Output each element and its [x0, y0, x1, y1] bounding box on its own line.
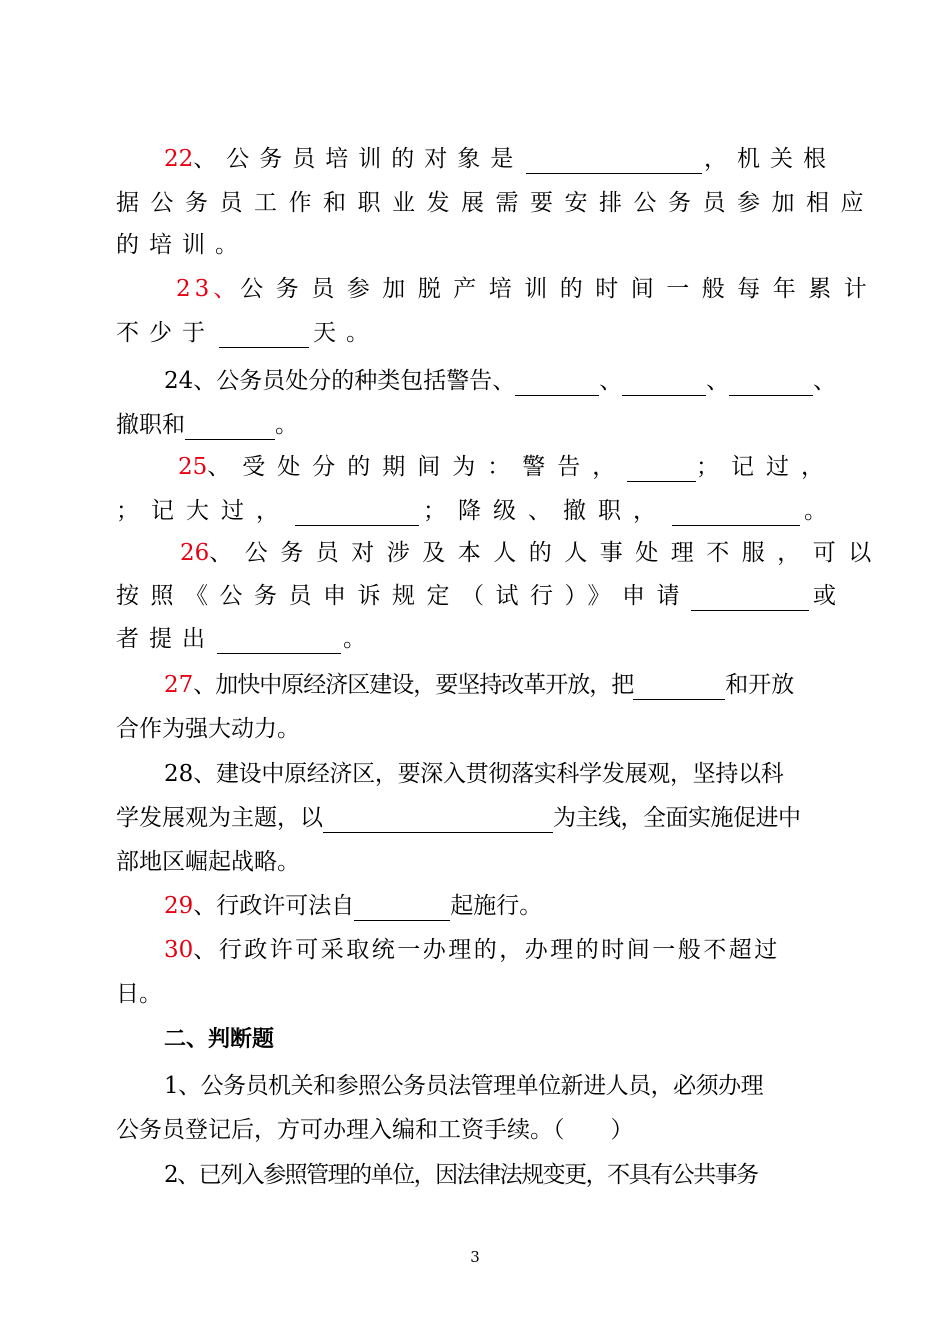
q25-line2 — [116, 489, 836, 533]
q24-sep2: 、 — [706, 368, 730, 394]
q25-number: 25 — [178, 454, 208, 480]
q22-blank[interactable] — [526, 145, 702, 174]
q24-sep3: 、 — [813, 368, 836, 394]
q24-text1: 、公务员处分的种类包括警告、 — [193, 368, 516, 394]
q25-blank3[interactable] — [672, 497, 800, 526]
q23-text2: 不少于 — [116, 320, 215, 346]
q28-line1 — [164, 752, 836, 796]
q26-text3: 或 — [813, 583, 836, 609]
j2-text1: 2、已列入参照管理的单位，因法律法规变更，不具有公共事务 — [164, 1162, 758, 1188]
q25-text5: 。 — [804, 498, 827, 524]
q26-line2 — [116, 574, 836, 618]
q25-text2: ；记过， — [696, 454, 836, 480]
q30-line2 — [116, 972, 836, 1016]
q30-text2: 日。 — [116, 981, 162, 1007]
q26-blank2[interactable] — [217, 625, 341, 654]
q27-text2: 和开放 — [725, 672, 795, 698]
q26-text4: 者提出 — [116, 626, 215, 652]
q25-text4: ；降级、撤职， — [423, 498, 668, 524]
q22-text2: ，机关根 — [704, 146, 836, 172]
q24-blank4[interactable] — [185, 411, 275, 440]
q24-line2 — [116, 403, 836, 447]
q28-text2: 学发展观为主题，以 — [116, 805, 323, 831]
q25-text3: ；记大过， — [116, 498, 291, 524]
q24-text2: 撤职和 — [116, 412, 185, 438]
q22-line3 — [116, 223, 836, 267]
q27-text3: 合作为强大动力。 — [116, 716, 300, 742]
q22-text4: 的培训。 — [116, 232, 248, 258]
j1-text2: 公务员登记后，方可办理入编和工资手续。（ ） — [116, 1117, 634, 1143]
q23-line2 — [116, 311, 836, 355]
q25-blank1[interactable] — [627, 453, 696, 482]
q23-text3: 天。 — [313, 320, 379, 346]
q22-line1 — [164, 137, 836, 181]
q24-text3: 。 — [275, 412, 298, 438]
q26-number: 26 — [180, 540, 210, 566]
q27-blank[interactable] — [633, 671, 725, 700]
j2-line1 — [164, 1153, 836, 1197]
q28-text1: 、建设中原经济区，要深入贯彻落实科学发展观，坚持以科 — [193, 761, 784, 787]
page-number: 3 — [470, 1248, 480, 1266]
j1-line1 — [164, 1064, 836, 1108]
q23-number: 23、 — [176, 276, 241, 302]
q25-text1: 、受处分的期间为：警告， — [207, 454, 628, 480]
q25-blank2[interactable] — [295, 497, 419, 526]
q29-number: 29 — [164, 893, 194, 919]
q25-line1 — [178, 445, 836, 489]
q29-text2: 起施行。 — [450, 893, 543, 919]
q29-blank[interactable] — [354, 892, 450, 921]
q28-text3: 为主线，全面实施促进中 — [553, 805, 801, 831]
q22-text1: 、公务员培训的对象是 — [193, 146, 524, 172]
q29-line1 — [164, 884, 836, 928]
section2-heading: 二、判断题 — [164, 1027, 275, 1052]
j1-line2 — [116, 1108, 836, 1152]
q26-text1: 、公务员对涉及本人的人事处理不服，可以 — [209, 540, 884, 566]
q27-line2 — [116, 707, 836, 751]
q24-blank3[interactable] — [729, 367, 813, 396]
q24-line1 — [164, 359, 836, 403]
q22-number: 22 — [164, 146, 194, 172]
q26-blank1[interactable] — [691, 582, 809, 611]
q27-number: 27 — [164, 672, 194, 698]
q27-line1 — [164, 663, 836, 707]
q30-number: 30 — [164, 937, 194, 963]
q30-text1: 、行政许可采取统一办理的，办理的时间一般不超过 — [193, 937, 780, 963]
q26-text2: 按照《公务员申诉规定（试行）》申请 — [116, 583, 691, 609]
q28-line3 — [116, 840, 836, 884]
j1-text1: 1、公务员机关和参照公务员法管理单位新进人员，必须办理 — [164, 1073, 764, 1099]
q24-number: 24 — [164, 368, 194, 394]
q22-line2 — [116, 181, 875, 225]
q28-line2 — [116, 796, 836, 840]
q26-line3 — [116, 617, 836, 661]
q24-blank2[interactable] — [622, 367, 706, 396]
q23-text1: 公务员参加脱产培训的时间一般每年累计 — [240, 276, 880, 302]
q24-blank1[interactable] — [515, 367, 599, 396]
q28-blank[interactable] — [323, 804, 553, 833]
q29-text1: 、行政许可法自 — [193, 893, 355, 919]
q23-blank[interactable] — [219, 319, 309, 348]
q23-line1 — [176, 267, 880, 311]
q24-sep1: 、 — [599, 368, 623, 394]
q28-text4: 部地区崛起战略。 — [116, 849, 300, 875]
q28-number: 28 — [164, 761, 194, 787]
q26-line1 — [180, 531, 884, 575]
q27-text1: 、加快中原经济区建设，要坚持改革开放，把 — [193, 672, 634, 698]
q30-line1 — [164, 928, 836, 972]
q26-text5: 。 — [343, 626, 366, 652]
q22-text3: 据公务员工作和职业发展需要安排公务员参加相应 — [116, 190, 875, 216]
